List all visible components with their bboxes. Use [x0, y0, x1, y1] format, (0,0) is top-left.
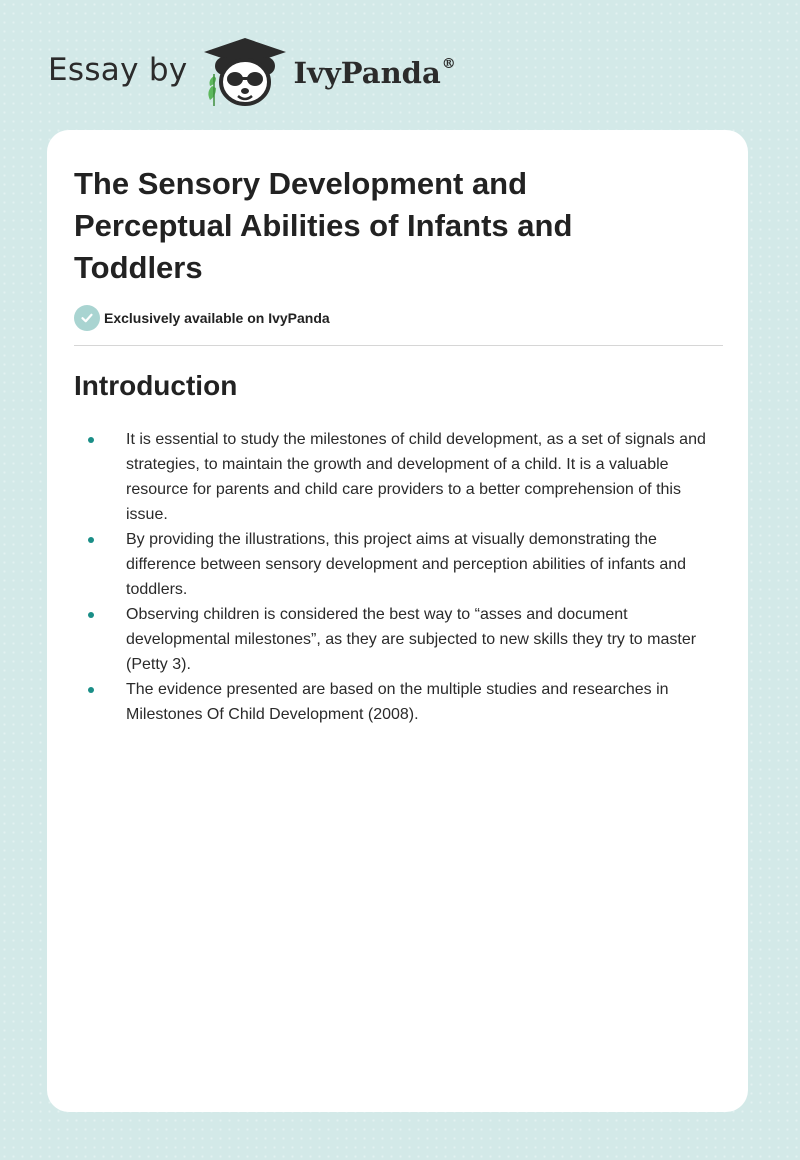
panda-graduate-icon[interactable] [202, 36, 288, 108]
check-circle-icon [74, 305, 100, 331]
page-title: The Sensory Development and Perceptual Abilities of Infants and Toddlers [74, 166, 573, 285]
introduction-bullet-list [126, 427, 726, 727]
list-item: It is essential to study the milestones of child development, as a set of signals and strategies, to maintain the growth and development of a child. It is a valuable resource for parents and child care providers to a better comprehension of this issue. [126, 427, 726, 527]
exclusive-badge-label: Exclusively available on IvyPanda [104, 310, 330, 326]
registered-mark: ® [441, 56, 456, 73]
exclusive-badge [74, 305, 330, 331]
site-header [48, 36, 456, 108]
list-item: Observing children is considered the best way to “asses and document developmental milestones”, as they are subjected to new skills they try to master (Petty 3). [126, 602, 726, 677]
divider [74, 345, 723, 346]
list-item: By providing the illustrations, this project aims at visually demonstrating the difference between sensory development and perception abilities of infants and toddlers. [126, 527, 726, 602]
section-heading-introduction: Introduction [74, 370, 238, 401]
essay-by-label: Essay by [48, 52, 188, 88]
brand-logo-text[interactable]: IvyPanda® [293, 56, 456, 90]
essay-card [47, 130, 748, 1112]
list-item: The evidence presented are based on the multiple studies and researches in Milestones Of Child Development (2008). [126, 677, 726, 727]
